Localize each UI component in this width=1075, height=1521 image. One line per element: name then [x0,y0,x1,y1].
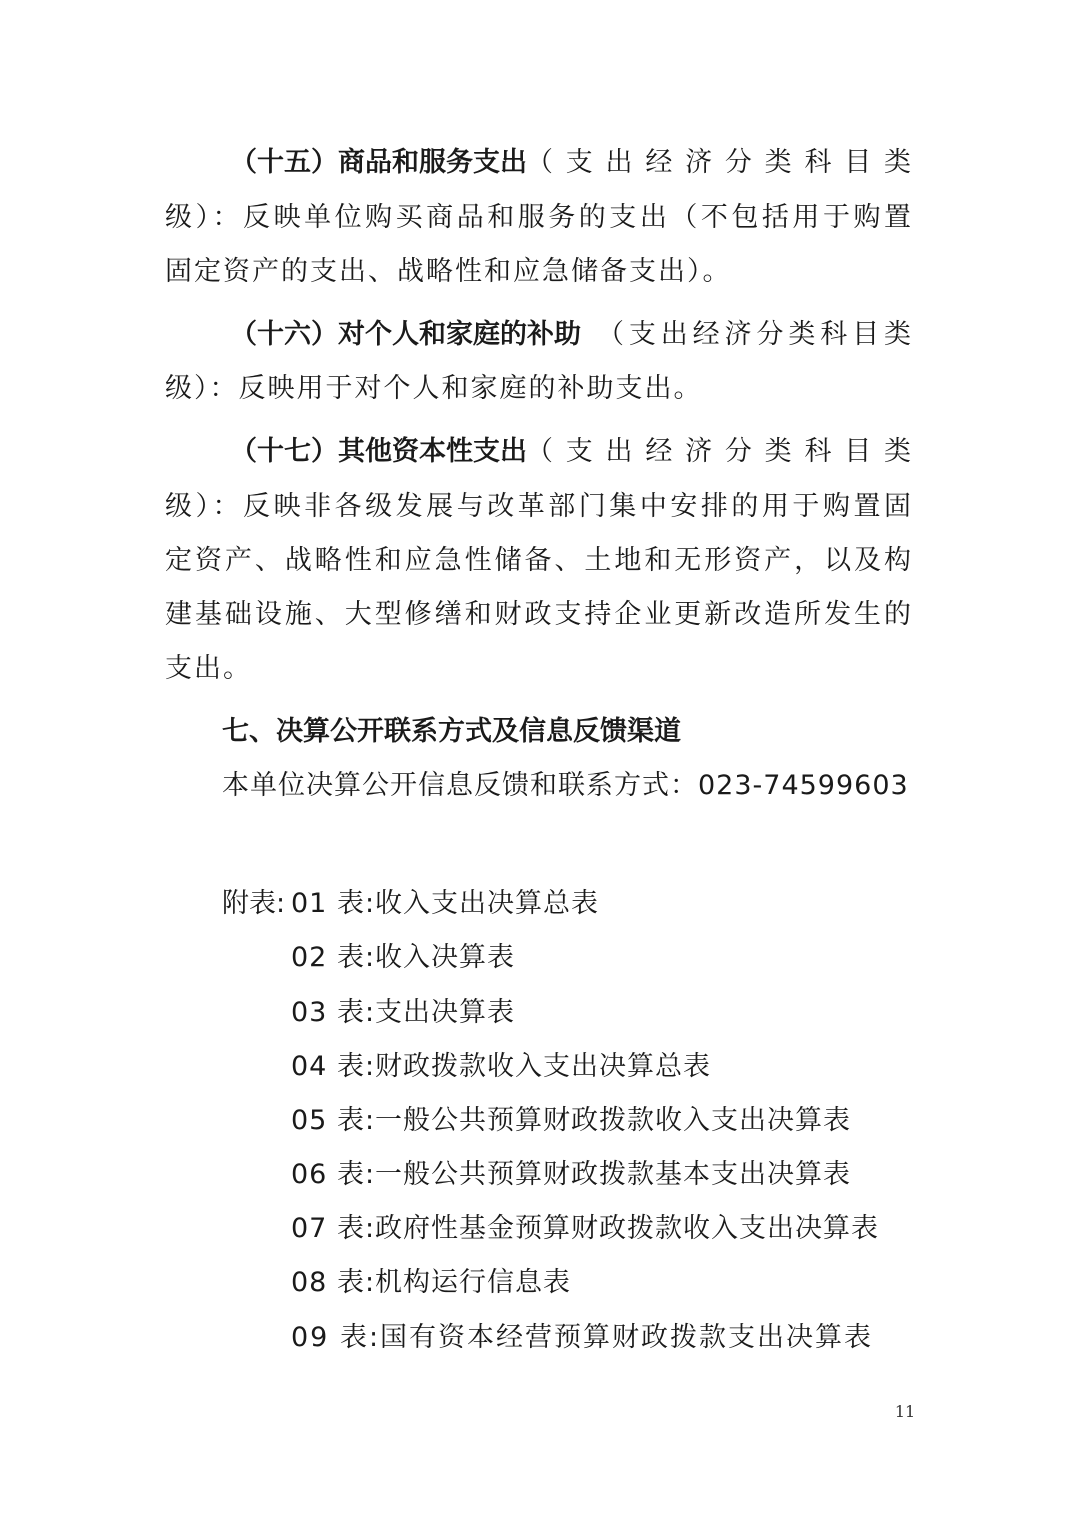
section-17-line-5: 支出。 [165,653,252,684]
section-17-line-3: 定资产、战略性和应急性储备、土地和无形资产，以及构 [165,545,911,576]
appendix-item: 03 表:支出决算表 [291,997,516,1028]
contact-text: 本单位决算公开信息反馈和联系方式：023-74599603 [222,770,909,801]
appendix-item: 08 表:机构运行信息表 [291,1267,572,1298]
appendix-item: 02 表:收入决算表 [291,942,516,973]
section-15-line-3: 固定资产的支出、战略性和应急储备支出）。 [165,256,732,287]
contact-heading: 七、决算公开联系方式及信息反馈渠道 [222,716,681,747]
appendix-item: 06 表:一般公共预算财政拨款基本支出决算表 [291,1159,852,1190]
section-17-line-4: 建基础设施、大型修缮和财政支持企业更新改造所发生的 [165,599,911,630]
section-17-line-2: 级）：反映非各级发展与改革部门集中安排的用于购置固 [165,491,911,522]
appendix-item: 01 表:收入支出决算总表 [291,888,600,919]
appendix-item: 05 表:一般公共预算财政拨款收入支出决算表 [291,1105,852,1136]
section-16-line-2: 级）：反映用于对个人和家庭的补助支出。 [165,373,703,404]
section-15-line-1-rest: （支出经济分类科目类 [526,147,911,178]
appendix-item: 07 表:政府性基金预算财政拨款收入支出决算表 [291,1213,880,1244]
section-17-line-1-rest: （支出经济分类科目类 [526,436,911,467]
appendix-item: 09 表:国有资本经营预算财政拨款支出决算表 [291,1322,874,1353]
appendix-item: 04 表:财政拨款收入支出决算总表 [291,1051,712,1082]
section-16-line-1-rest: （支出经济分类科目类 [597,319,911,350]
page-number: 11 [894,1402,916,1421]
appendix-label: 附表: [222,888,286,919]
section-17-title: （十七）其他资本性支出 [230,436,527,467]
section-15-line-2: 级）：反映单位购买商品和服务的支出（不包括用于购置 [165,202,911,233]
section-15-title: （十五）商品和服务支出 [230,147,527,178]
section-16-title: （十六）对个人和家庭的补助 [230,319,581,350]
